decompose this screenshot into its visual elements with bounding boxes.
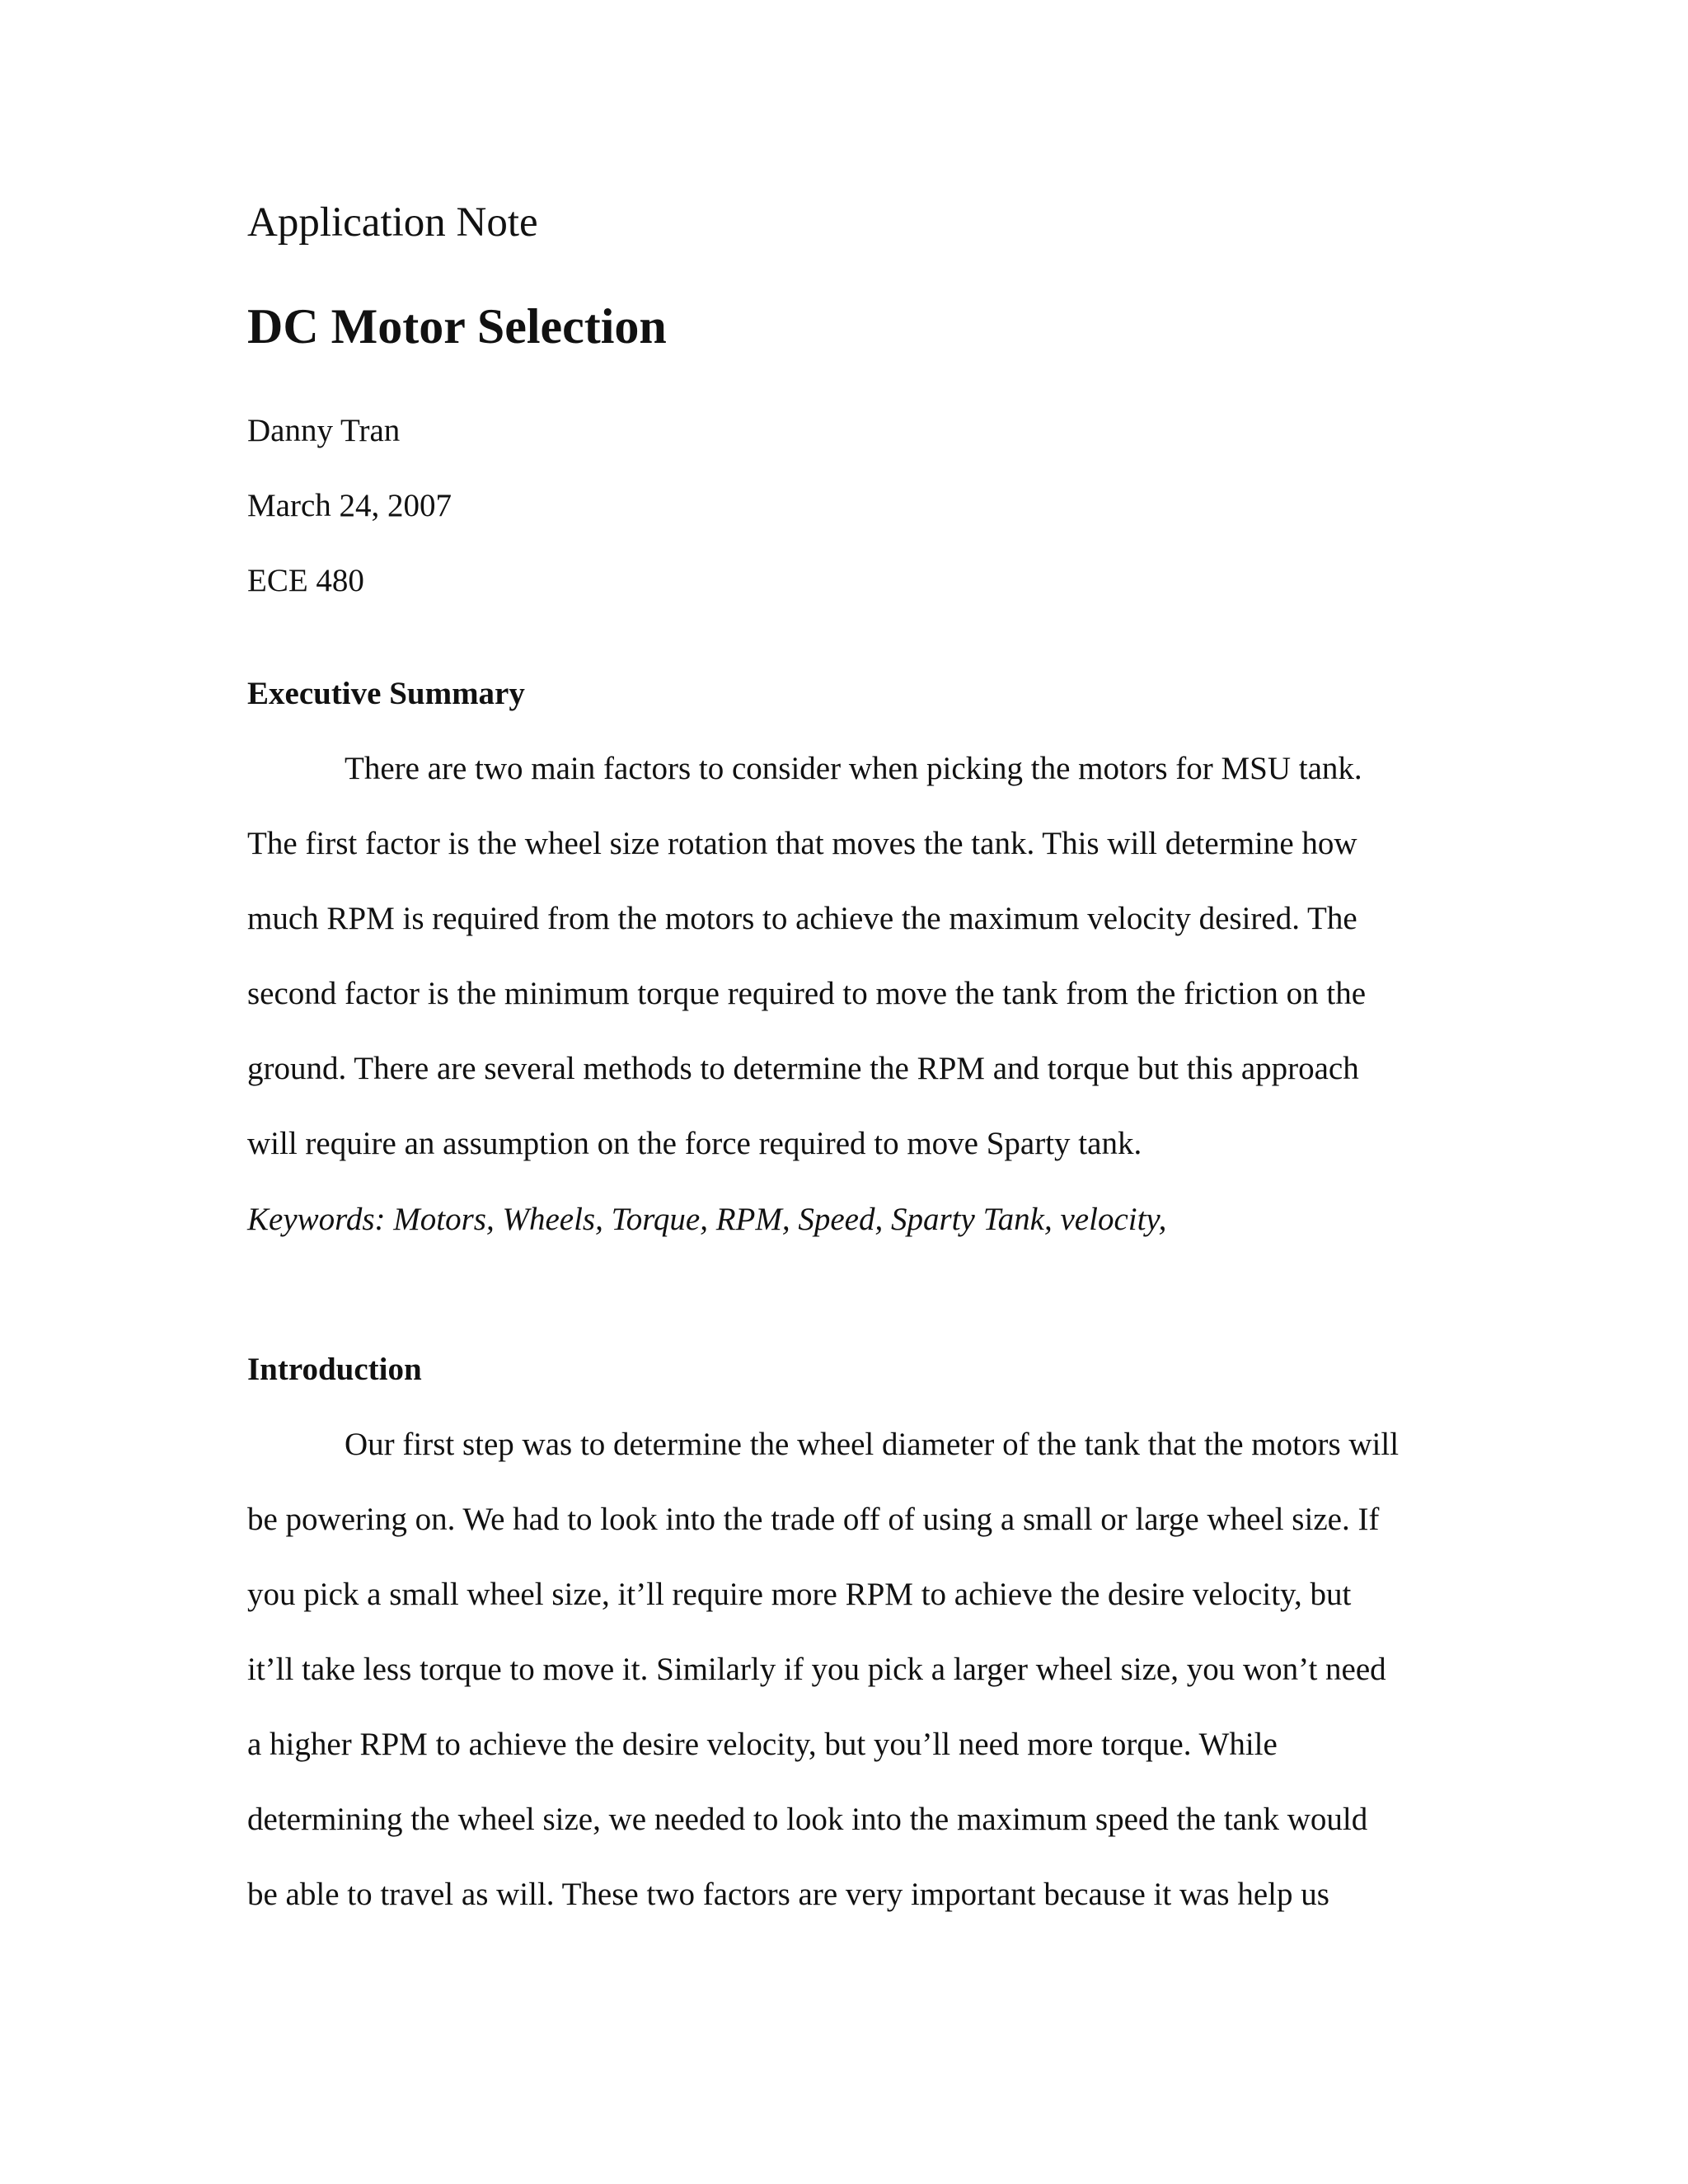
document-date: March 24, 2007 [247, 488, 452, 523]
introduction-heading: Introduction [247, 1352, 422, 1387]
executive-summary-line: The first factor is the wheel size rotation that moves the tank. This will determine how [247, 826, 1357, 861]
executive-summary-heading: Executive Summary [247, 676, 525, 711]
keywords-line: Keywords: Motors, Wheels, Torque, RPM, Speed, Sparty Tank, velocity, [247, 1202, 1167, 1237]
executive-summary-line: There are two main factors to consider when picking the motors for MSU tank. [345, 751, 1362, 786]
introduction-line: a higher RPM to achieve the desire velocity, but you’ll need more torque. While [247, 1727, 1278, 1762]
introduction-line: Our first step was to determine the wheel diameter of the tank that the motors will [345, 1427, 1400, 1462]
author-name: Danny Tran [247, 413, 401, 448]
executive-summary-line: second factor is the minimum torque required to move the tank from the friction on the [247, 976, 1367, 1011]
course-code: ECE 480 [247, 563, 364, 598]
introduction-line: determining the wheel size, we needed to look into the maximum speed the tank would [247, 1802, 1368, 1837]
executive-summary-line: will require an assumption on the force required to move Sparty tank. [247, 1126, 1142, 1161]
introduction-line: be powering on. We had to look into the trade off of using a small or large wheel size. If [247, 1502, 1380, 1537]
executive-summary-line: much RPM is required from the motors to achieve the maximum velocity desired. The [247, 901, 1357, 936]
introduction-line: it’ll take less torque to move it. Similarly if you pick a larger wheel size, you won’t need [247, 1652, 1386, 1687]
document-title: DC Motor Selection [247, 299, 667, 354]
executive-summary-line: ground. There are several methods to determine the RPM and torque but this approach [247, 1051, 1359, 1086]
introduction-line: be able to travel as will. These two factors are very important because it was help us [247, 1877, 1329, 1912]
document-subtitle: Application Note [247, 199, 538, 246]
introduction-line: you pick a small wheel size, it’ll require more RPM to achieve the desire velocity, but [247, 1577, 1352, 1612]
